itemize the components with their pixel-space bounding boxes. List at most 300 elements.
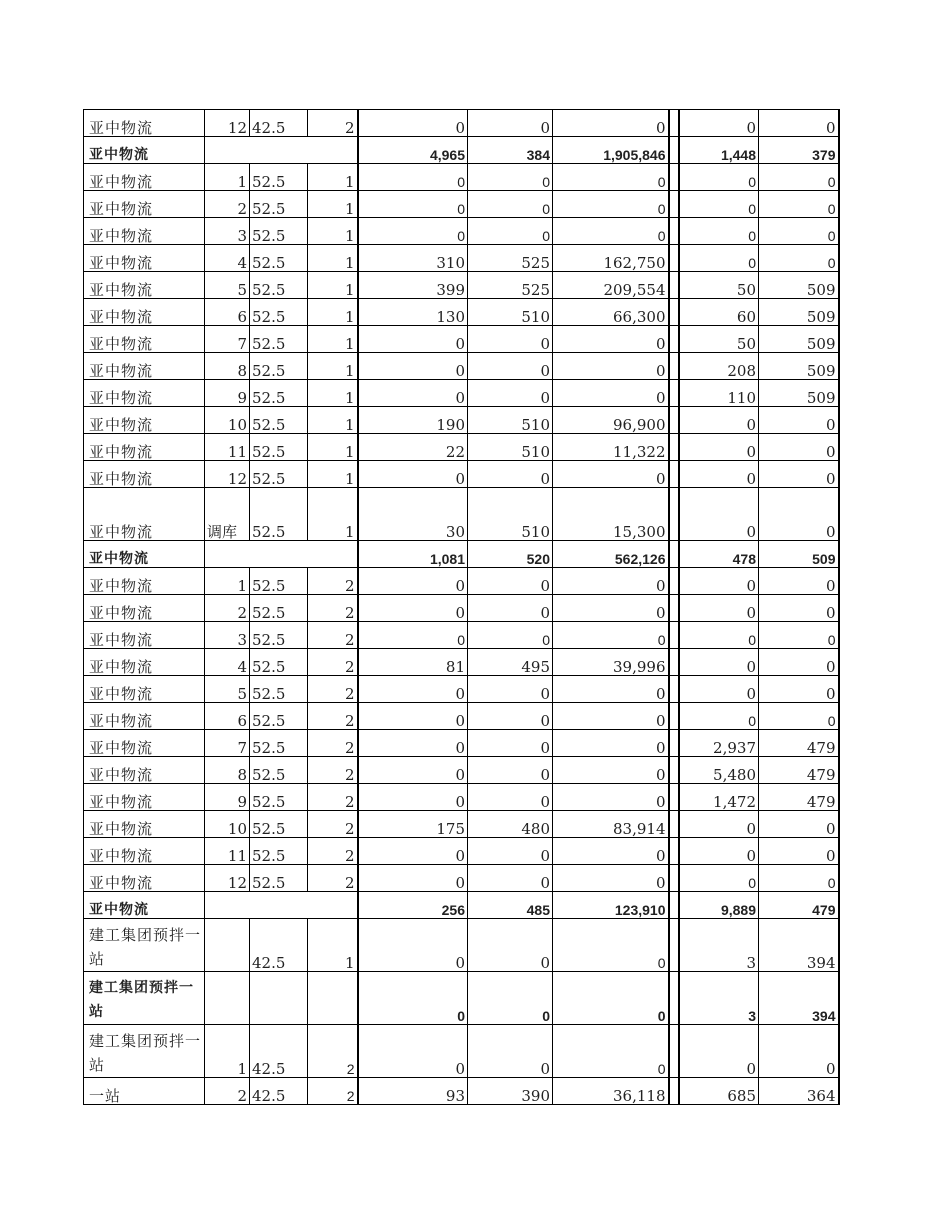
cell-grade: 52.5 — [250, 299, 308, 326]
cell-month: 9 — [205, 380, 250, 407]
cell-amount: 0 — [553, 1025, 669, 1078]
cell-price: 0 — [468, 353, 553, 380]
table-row — [84, 568, 839, 595]
cell-count: 1 — [308, 245, 358, 272]
cell-price-2: 0 — [759, 595, 839, 622]
cell-month — [205, 919, 250, 972]
cell-volume: 0 — [358, 865, 468, 892]
cell-subtotal-spacer — [205, 892, 358, 919]
cell-month: 2 — [205, 191, 250, 218]
cell-price-2: 394 — [759, 972, 839, 1025]
cell-volume: 0 — [358, 568, 468, 595]
cell-month: 2 — [205, 1078, 250, 1105]
cell-month: 11 — [205, 838, 250, 865]
cell-volume-2: 0 — [679, 461, 759, 488]
cell-count: 1 — [308, 299, 358, 326]
cell-volume: 0 — [358, 919, 468, 972]
cell-plant-name: 亚中物流 — [84, 865, 205, 892]
cell-price-2: 0 — [759, 245, 839, 272]
cell-price-2: 0 — [759, 191, 839, 218]
cell-count: 2 — [308, 1025, 358, 1078]
table-row — [84, 488, 839, 541]
table-row — [84, 784, 839, 811]
cell-count: 1 — [308, 191, 358, 218]
cell-plant-name: 亚中物流 — [84, 676, 205, 703]
cell-price: 0 — [468, 757, 553, 784]
cell-price-2: 0 — [759, 838, 839, 865]
cell-volume-2: 0 — [679, 488, 759, 541]
cell-grade: 52.5 — [250, 730, 308, 757]
cell-price-2: 0 — [759, 1025, 839, 1078]
cell-volume: 0 — [358, 703, 468, 730]
cell-count: 1 — [308, 407, 358, 434]
cell-divider — [669, 137, 679, 164]
cell-volume-2: 0 — [679, 649, 759, 676]
cell-price-2: 0 — [759, 676, 839, 703]
cell-divider — [669, 730, 679, 757]
cell-volume: 399 — [358, 272, 468, 299]
cell-price: 0 — [468, 461, 553, 488]
cell-volume-2: 2,937 — [679, 730, 759, 757]
cell-plant-name: 亚中物流 — [84, 407, 205, 434]
cell-price-2: 0 — [759, 622, 839, 649]
cell-divider — [669, 811, 679, 838]
cell-grade: 42.5 — [250, 919, 308, 972]
table-row — [84, 649, 839, 676]
cell-month: 5 — [205, 676, 250, 703]
cell-plant-name: 亚中物流 — [84, 892, 205, 919]
cell-divider — [669, 1025, 679, 1078]
cell-volume-2: 110 — [679, 380, 759, 407]
cell-price-2: 0 — [759, 811, 839, 838]
cell-plant-name: 亚中物流 — [84, 811, 205, 838]
table-row — [84, 676, 839, 703]
table-row — [84, 326, 839, 353]
table-row — [84, 541, 839, 568]
cell-volume: 0 — [358, 784, 468, 811]
cell-volume-2: 0 — [679, 191, 759, 218]
cell-divider — [669, 541, 679, 568]
cell-subtotal-spacer — [205, 541, 358, 568]
cell-amount: 0 — [553, 972, 669, 1025]
cell-price: 0 — [468, 110, 553, 137]
table-row — [84, 892, 839, 919]
cell-volume: 4,965 — [358, 137, 468, 164]
table-row — [84, 730, 839, 757]
cell-plant-name: 亚中物流 — [84, 326, 205, 353]
cell-divider — [669, 919, 679, 972]
cell-count: 1 — [308, 461, 358, 488]
cell-divider — [669, 488, 679, 541]
cell-grade: 52.5 — [250, 703, 308, 730]
cell-price: 0 — [468, 595, 553, 622]
cell-grade: 52.5 — [250, 461, 308, 488]
cell-price: 384 — [468, 137, 553, 164]
cell-count: 2 — [308, 757, 358, 784]
cell-volume: 0 — [358, 164, 468, 191]
cell-volume: 0 — [358, 353, 468, 380]
cell-plant-name: 亚中物流 — [84, 272, 205, 299]
cell-volume-2: 9,889 — [679, 892, 759, 919]
cell-price: 480 — [468, 811, 553, 838]
cell-month: 7 — [205, 326, 250, 353]
cell-amount: 0 — [553, 919, 669, 972]
cell-divider — [669, 245, 679, 272]
cell-month: 6 — [205, 299, 250, 326]
cell-volume: 0 — [358, 1025, 468, 1078]
cell-volume: 190 — [358, 407, 468, 434]
cell-volume: 0 — [358, 838, 468, 865]
cell-divider — [669, 649, 679, 676]
cell-count: 2 — [308, 622, 358, 649]
cell-price-2: 0 — [759, 488, 839, 541]
cell-volume: 0 — [358, 595, 468, 622]
cell-plant-name: 亚中物流 — [84, 461, 205, 488]
cell-amount: 0 — [553, 838, 669, 865]
cell-volume-2: 1,448 — [679, 137, 759, 164]
table-row — [84, 407, 839, 434]
cell-price-2: 479 — [759, 892, 839, 919]
cell-count: 2 — [308, 676, 358, 703]
cell-volume-2: 3 — [679, 919, 759, 972]
table-row — [84, 1078, 839, 1105]
cell-volume-2: 5,480 — [679, 757, 759, 784]
cell-price: 525 — [468, 272, 553, 299]
cell-plant-name: 建工集团预拌一站 — [84, 919, 205, 972]
cell-volume-2: 0 — [679, 110, 759, 137]
cell-volume: 0 — [358, 380, 468, 407]
cell-amount: 39,996 — [553, 649, 669, 676]
cell-amount: 96,900 — [553, 407, 669, 434]
cell-amount: 0 — [553, 164, 669, 191]
cell-amount: 0 — [553, 353, 669, 380]
cell-volume: 0 — [358, 730, 468, 757]
cell-price: 0 — [468, 730, 553, 757]
cell-count: 1 — [308, 434, 358, 461]
cell-count: 2 — [308, 649, 358, 676]
table-row — [84, 353, 839, 380]
cell-grade: 52.5 — [250, 272, 308, 299]
data-table — [83, 109, 840, 1105]
table-row — [84, 703, 839, 730]
cell-divider — [669, 272, 679, 299]
cell-volume-2: 3 — [679, 972, 759, 1025]
cell-volume: 1,081 — [358, 541, 468, 568]
cell-amount: 0 — [553, 326, 669, 353]
cell-amount: 0 — [553, 757, 669, 784]
cell-divider — [669, 218, 679, 245]
cell-amount: 36,118 — [553, 1078, 669, 1105]
cell-price-2: 509 — [759, 353, 839, 380]
cell-month: 12 — [205, 865, 250, 892]
table-row — [84, 245, 839, 272]
cell-volume: 0 — [358, 218, 468, 245]
cell-price: 0 — [468, 703, 553, 730]
cell-volume-2: 685 — [679, 1078, 759, 1105]
cell-divider — [669, 461, 679, 488]
cell-amount: 562,126 — [553, 541, 669, 568]
cell-volume: 130 — [358, 299, 468, 326]
cell-amount: 15,300 — [553, 488, 669, 541]
cell-grade: 52.5 — [250, 622, 308, 649]
table-row — [84, 919, 839, 972]
cell-divider — [669, 595, 679, 622]
cell-grade: 42.5 — [250, 1025, 308, 1078]
cell-grade: 52.5 — [250, 164, 308, 191]
table-row — [84, 811, 839, 838]
table-row — [84, 110, 839, 137]
cell-price-2: 509 — [759, 326, 839, 353]
cell-volume-2: 478 — [679, 541, 759, 568]
table-row — [84, 838, 839, 865]
cell-amount: 0 — [553, 110, 669, 137]
cell-plant-name: 亚中物流 — [84, 757, 205, 784]
cell-price: 0 — [468, 865, 553, 892]
cell-volume: 0 — [358, 972, 468, 1025]
cell-price-2: 0 — [759, 865, 839, 892]
cell-volume: 0 — [358, 757, 468, 784]
cell-grade: 52.5 — [250, 784, 308, 811]
cell-volume-2: 0 — [679, 245, 759, 272]
cell-price: 0 — [468, 1025, 553, 1078]
cell-price-2: 0 — [759, 407, 839, 434]
cell-plant-name: 一站 — [84, 1078, 205, 1105]
cell-price-2: 0 — [759, 218, 839, 245]
cell-plant-name: 亚中物流 — [84, 568, 205, 595]
cell-plant-name: 亚中物流 — [84, 353, 205, 380]
cell-grade: 52.5 — [250, 434, 308, 461]
cell-plant-name: 亚中物流 — [84, 595, 205, 622]
cell-price-2: 0 — [759, 434, 839, 461]
cell-amount: 11,322 — [553, 434, 669, 461]
cell-count: 2 — [308, 1078, 358, 1105]
cell-count — [308, 972, 358, 1025]
cell-month: 2 — [205, 595, 250, 622]
cell-volume: 175 — [358, 811, 468, 838]
table-row — [84, 164, 839, 191]
cell-price: 510 — [468, 434, 553, 461]
cell-plant-name: 建工集团预拌一站 — [84, 1025, 205, 1078]
cell-divider — [669, 299, 679, 326]
cell-price: 520 — [468, 541, 553, 568]
cell-plant-name: 亚中物流 — [84, 299, 205, 326]
cell-count: 2 — [308, 730, 358, 757]
cell-plant-name: 亚中物流 — [84, 434, 205, 461]
cell-count: 1 — [308, 272, 358, 299]
table-row — [84, 191, 839, 218]
cell-grade: 52.5 — [250, 488, 308, 541]
cell-divider — [669, 703, 679, 730]
cell-grade: 52.5 — [250, 245, 308, 272]
cell-grade: 52.5 — [250, 811, 308, 838]
cell-volume-2: 0 — [679, 595, 759, 622]
cell-count: 1 — [308, 353, 358, 380]
cell-volume-2: 50 — [679, 272, 759, 299]
table-row — [84, 218, 839, 245]
cell-count: 2 — [308, 811, 358, 838]
cell-divider — [669, 164, 679, 191]
cell-price: 0 — [468, 191, 553, 218]
cell-price: 0 — [468, 568, 553, 595]
cell-grade: 52.5 — [250, 568, 308, 595]
cell-price-2: 479 — [759, 757, 839, 784]
table-row — [84, 595, 839, 622]
cell-amount: 1,905,846 — [553, 137, 669, 164]
cell-volume-2: 0 — [679, 1025, 759, 1078]
cell-month: 3 — [205, 218, 250, 245]
cell-month: 4 — [205, 245, 250, 272]
cell-plant-name: 建工集团预拌一站 — [84, 972, 205, 1025]
cell-amount: 0 — [553, 595, 669, 622]
cell-month: 12 — [205, 461, 250, 488]
cell-volume-2: 0 — [679, 703, 759, 730]
cell-divider — [669, 407, 679, 434]
cell-month: 9 — [205, 784, 250, 811]
cell-volume-2: 60 — [679, 299, 759, 326]
cell-price: 0 — [468, 164, 553, 191]
cell-price-2: 479 — [759, 730, 839, 757]
cell-divider — [669, 353, 679, 380]
cell-plant-name: 亚中物流 — [84, 838, 205, 865]
cell-month: 5 — [205, 272, 250, 299]
cell-volume-2: 0 — [679, 407, 759, 434]
cell-volume: 256 — [358, 892, 468, 919]
cell-price: 0 — [468, 218, 553, 245]
cell-count: 1 — [308, 488, 358, 541]
cell-amount: 0 — [553, 703, 669, 730]
cell-price-2: 509 — [759, 541, 839, 568]
table-row — [84, 865, 839, 892]
cell-amount: 0 — [553, 191, 669, 218]
cell-volume: 81 — [358, 649, 468, 676]
table-row — [84, 1025, 839, 1078]
cell-grade: 52.5 — [250, 353, 308, 380]
cell-price: 525 — [468, 245, 553, 272]
cell-plant-name: 亚中物流 — [84, 649, 205, 676]
cell-grade: 52.5 — [250, 676, 308, 703]
cell-plant-name: 亚中物流 — [84, 622, 205, 649]
cell-price-2: 509 — [759, 380, 839, 407]
cell-amount: 0 — [553, 568, 669, 595]
cell-grade: 42.5 — [250, 1078, 308, 1105]
cell-price: 510 — [468, 407, 553, 434]
cell-volume-2: 0 — [679, 676, 759, 703]
cell-subtotal-spacer — [205, 137, 358, 164]
cell-plant-name: 亚中物流 — [84, 380, 205, 407]
cell-count: 2 — [308, 110, 358, 137]
cell-price: 485 — [468, 892, 553, 919]
cell-grade: 52.5 — [250, 407, 308, 434]
cell-count: 1 — [308, 164, 358, 191]
cell-divider — [669, 568, 679, 595]
cell-plant-name: 亚中物流 — [84, 218, 205, 245]
cell-price: 0 — [468, 919, 553, 972]
cell-count: 2 — [308, 865, 358, 892]
cell-plant-name: 亚中物流 — [84, 245, 205, 272]
cell-price-2: 0 — [759, 703, 839, 730]
cell-volume: 0 — [358, 110, 468, 137]
cell-grade: 52.5 — [250, 865, 308, 892]
cell-volume-2: 0 — [679, 865, 759, 892]
cell-count: 2 — [308, 568, 358, 595]
cell-volume: 0 — [358, 326, 468, 353]
cell-divider — [669, 757, 679, 784]
cell-price: 0 — [468, 838, 553, 865]
cell-divider — [669, 865, 679, 892]
cell-divider — [669, 892, 679, 919]
cell-divider — [669, 110, 679, 137]
cell-plant-name: 亚中物流 — [84, 488, 205, 541]
cell-month: 调库 — [205, 488, 250, 541]
cell-volume: 30 — [358, 488, 468, 541]
cell-count: 1 — [308, 218, 358, 245]
cell-grade: 52.5 — [250, 838, 308, 865]
cell-plant-name: 亚中物流 — [84, 137, 205, 164]
cell-plant-name: 亚中物流 — [84, 110, 205, 137]
cell-volume: 0 — [358, 676, 468, 703]
cell-amount: 0 — [553, 865, 669, 892]
cell-price: 510 — [468, 299, 553, 326]
cell-divider — [669, 434, 679, 461]
cell-volume-2: 208 — [679, 353, 759, 380]
cell-month: 4 — [205, 649, 250, 676]
cell-month: 10 — [205, 407, 250, 434]
cell-price: 0 — [468, 676, 553, 703]
cell-plant-name: 亚中物流 — [84, 730, 205, 757]
cell-amount: 162,750 — [553, 245, 669, 272]
table-row — [84, 272, 839, 299]
cell-amount: 83,914 — [553, 811, 669, 838]
cell-price-2: 0 — [759, 461, 839, 488]
cell-volume-2: 1,472 — [679, 784, 759, 811]
cell-price: 390 — [468, 1078, 553, 1105]
cell-month: 1 — [205, 1025, 250, 1078]
cell-grade: 42.5 — [250, 110, 308, 137]
cell-count: 2 — [308, 784, 358, 811]
cell-month: 10 — [205, 811, 250, 838]
cell-divider — [669, 676, 679, 703]
cell-price-2: 509 — [759, 299, 839, 326]
cell-amount: 0 — [553, 461, 669, 488]
cell-month: 11 — [205, 434, 250, 461]
cell-grade: 52.5 — [250, 595, 308, 622]
cell-volume: 0 — [358, 622, 468, 649]
cell-price: 0 — [468, 380, 553, 407]
cell-amount: 66,300 — [553, 299, 669, 326]
cell-grade: 52.5 — [250, 326, 308, 353]
table-row — [84, 461, 839, 488]
cell-volume: 0 — [358, 191, 468, 218]
cell-month: 8 — [205, 757, 250, 784]
cell-price-2: 364 — [759, 1078, 839, 1105]
cell-grade: 52.5 — [250, 757, 308, 784]
cell-divider — [669, 191, 679, 218]
cell-price-2: 0 — [759, 164, 839, 191]
cell-amount: 0 — [553, 622, 669, 649]
cell-amount: 0 — [553, 380, 669, 407]
table-row — [84, 434, 839, 461]
cell-grade — [250, 972, 308, 1025]
cell-count: 2 — [308, 703, 358, 730]
cell-plant-name: 亚中物流 — [84, 164, 205, 191]
cell-divider — [669, 380, 679, 407]
cell-volume-2: 0 — [679, 838, 759, 865]
cell-amount: 0 — [553, 784, 669, 811]
cell-count: 1 — [308, 326, 358, 353]
cell-amount: 0 — [553, 676, 669, 703]
cell-count: 2 — [308, 838, 358, 865]
cell-volume-2: 0 — [679, 568, 759, 595]
